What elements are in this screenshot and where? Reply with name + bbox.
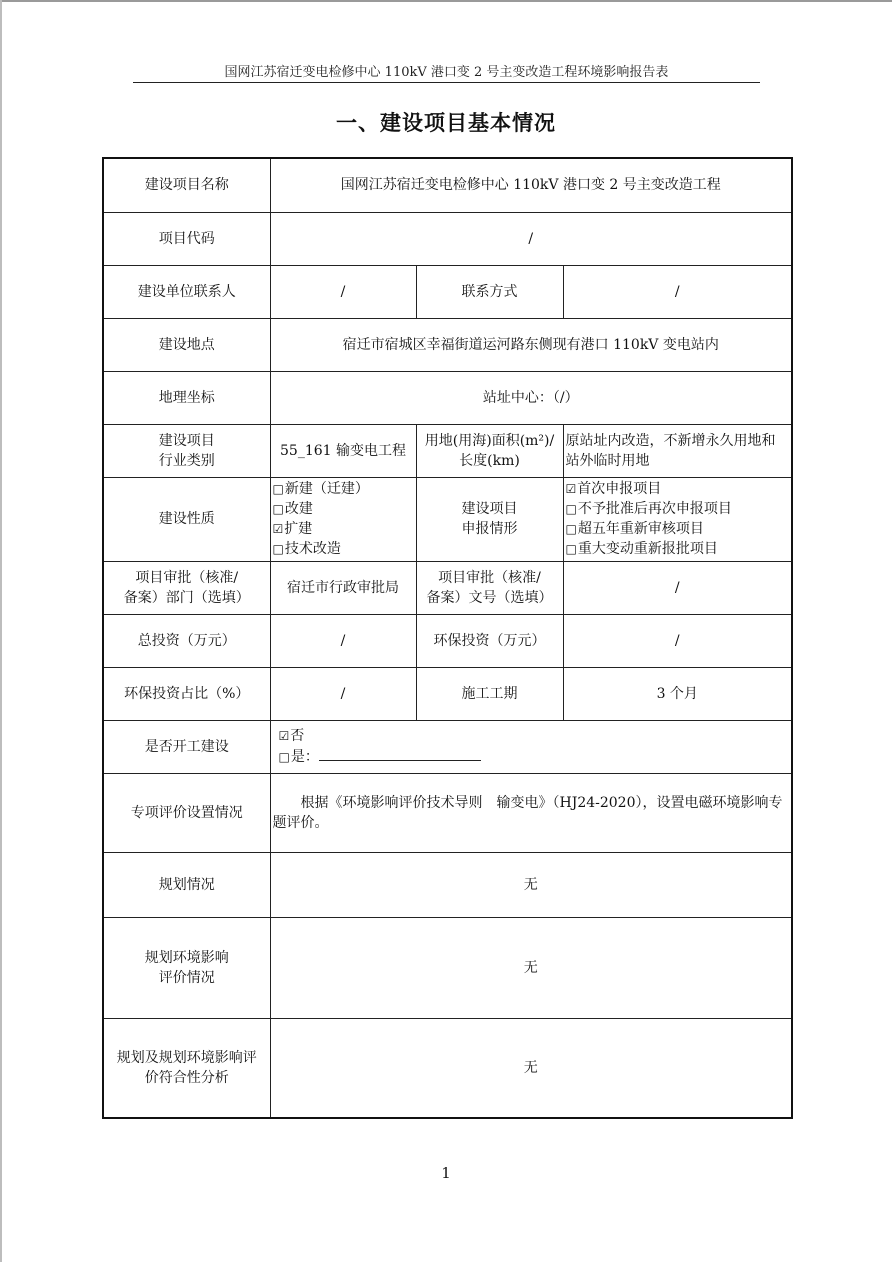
approval-no-value: / xyxy=(563,561,792,614)
filing-option-five-year[interactable]: □超五年重新审核项目 xyxy=(565,521,704,537)
checkbox-icon: □ xyxy=(272,502,284,516)
planning-env-label-line1: 规划环境影响 xyxy=(144,949,229,966)
contact-label: 建设单位联系人 xyxy=(103,265,270,318)
started-option-no[interactable]: ☑否 xyxy=(278,728,305,744)
area-label-line1: 用地(用海)面积(m²)/ xyxy=(424,432,555,449)
coordinates-label: 地理坐标 xyxy=(103,371,270,424)
started-date-blank[interactable] xyxy=(319,746,481,761)
nature-option-expand[interactable]: ☑扩建 xyxy=(272,521,313,537)
filing-option-major-change[interactable]: □重大变动重新报批项目 xyxy=(565,541,718,557)
checkbox-icon: □ xyxy=(565,522,577,536)
nature-option-tech[interactable]: □技术改造 xyxy=(272,541,341,557)
nature-label: 建设性质 xyxy=(103,477,270,561)
project-code-value: / xyxy=(270,212,792,265)
row-planning-env xyxy=(103,917,792,1018)
coordinates-prefix: 站址中心：（ xyxy=(482,389,560,406)
page-number: 1 xyxy=(441,1164,451,1182)
area-value: 原站址内改造，不新增永久用地和站外临时用地 xyxy=(563,424,792,477)
row-conformity xyxy=(103,1018,792,1118)
conformity-label-line1: 规划及规划环境影响评 xyxy=(116,1049,257,1066)
checkbox-icon: □ xyxy=(565,502,577,516)
checkbox-icon: □ xyxy=(278,750,290,764)
special-eval-label: 专项评价设置情况 xyxy=(103,773,270,852)
row-location xyxy=(103,318,792,371)
area-label xyxy=(416,424,563,477)
row-started xyxy=(103,720,792,773)
planning-env-label-line2: 评价情况 xyxy=(158,969,215,986)
row-contact xyxy=(103,265,792,318)
project-name-value: 国网江苏宿迁变电检修中心 110kV 港口变 2 号主变改造工程 xyxy=(270,158,792,212)
filing-option-resubmit[interactable]: □不予批准后再次申报项目 xyxy=(565,501,732,517)
approval-dept-label xyxy=(103,561,270,614)
section-title: 一、建设项目基本情况 xyxy=(336,111,556,135)
coordinates-suffix: ） xyxy=(564,389,579,406)
contact-value: / xyxy=(270,265,416,318)
approval-no-label-line1: 项目审批（核准/ xyxy=(438,569,541,586)
env-ratio-value: / xyxy=(270,667,416,720)
industry-value: 55_161 输变电工程 xyxy=(270,424,416,477)
filing-option-first[interactable]: ☑首次申报项目 xyxy=(565,481,662,497)
conformity-label xyxy=(103,1018,270,1118)
coordinates-mid: / xyxy=(559,389,565,406)
approval-dept-label-line2: 备案）部门（选填） xyxy=(123,589,250,606)
row-nature xyxy=(103,477,792,561)
checkbox-checked-icon: ☑ xyxy=(272,522,284,536)
row-project-code xyxy=(103,212,792,265)
checkbox-icon: □ xyxy=(565,542,577,556)
planning-env-value: 无 xyxy=(270,917,792,1018)
project-info-table xyxy=(102,157,793,1119)
period-value: 3 个月 xyxy=(563,667,792,720)
industry-label-line1: 建设项目 xyxy=(158,432,215,449)
project-name-label: 建设项目名称 xyxy=(103,158,270,212)
contact-method-label: 联系方式 xyxy=(416,265,563,318)
started-label: 是否开工建设 xyxy=(103,720,270,773)
conformity-label-line2: 价符合性分析 xyxy=(144,1069,229,1086)
row-ratio xyxy=(103,667,792,720)
row-coordinates xyxy=(103,371,792,424)
filing-options xyxy=(563,477,792,561)
env-ratio-label: 环保投资占比（%） xyxy=(103,667,270,720)
industry-label xyxy=(103,424,270,477)
row-industry xyxy=(103,424,792,477)
location-label: 建设地点 xyxy=(103,318,270,371)
checkbox-checked-icon: ☑ xyxy=(565,482,577,496)
row-special-eval xyxy=(103,773,792,852)
filing-label-line2: 申报情形 xyxy=(461,521,518,537)
row-investment xyxy=(103,614,792,667)
area-label-line2: 长度(km) xyxy=(459,452,520,469)
planning-env-label xyxy=(103,917,270,1018)
conformity-value: 无 xyxy=(270,1018,792,1118)
location-value: 宿迁市宿城区幸福街道运河路东侧现有港口 110kV 变电站内 xyxy=(270,318,792,371)
row-project-name xyxy=(103,158,792,212)
planning-label: 规划情况 xyxy=(103,852,270,917)
period-label: 施工工期 xyxy=(416,667,563,720)
env-investment-value: / xyxy=(563,614,792,667)
running-header: 国网江苏宿迁变电检修中心 110kV 港口变 2 号主变改造工程环境影响报告表 xyxy=(224,65,669,80)
started-option-yes[interactable]: □是： xyxy=(279,746,790,767)
approval-dept-value: 宿迁市行政审批局 xyxy=(270,561,416,614)
page-top-border xyxy=(0,0,892,2)
approval-no-label-line2: 备案）文号（选填） xyxy=(426,589,553,606)
nature-options xyxy=(270,477,416,561)
filing-label-line1: 建设项目 xyxy=(461,501,518,517)
nature-option-new[interactable]: □新建（迁建） xyxy=(272,481,369,497)
checkbox-icon: □ xyxy=(272,482,284,496)
investment-label: 总投资（万元） xyxy=(103,614,270,667)
header-rule xyxy=(133,82,760,83)
approval-no-label xyxy=(416,561,563,614)
coordinates-value xyxy=(270,371,792,424)
planning-value: 无 xyxy=(270,852,792,917)
contact-method-value: / xyxy=(563,265,792,318)
project-code-label: 项目代码 xyxy=(103,212,270,265)
approval-dept-label-line1: 项目审批（核准/ xyxy=(135,569,239,586)
row-approval xyxy=(103,561,792,614)
filing-label xyxy=(416,477,563,561)
investment-value: / xyxy=(270,614,416,667)
page-left-border xyxy=(0,0,2,1262)
checkbox-icon: □ xyxy=(272,542,284,556)
started-options xyxy=(270,720,792,773)
env-investment-label: 环保投资（万元） xyxy=(416,614,563,667)
industry-label-line2: 行业类别 xyxy=(158,452,215,469)
special-eval-value: 根据《环境影响评价技术导则 输变电》（HJ24-2020），设置电磁环境影响专题评价。 xyxy=(270,773,792,852)
row-planning xyxy=(103,852,792,917)
checkbox-checked-icon: ☑ xyxy=(278,729,290,743)
nature-option-rebuild[interactable]: □改建 xyxy=(272,501,313,517)
